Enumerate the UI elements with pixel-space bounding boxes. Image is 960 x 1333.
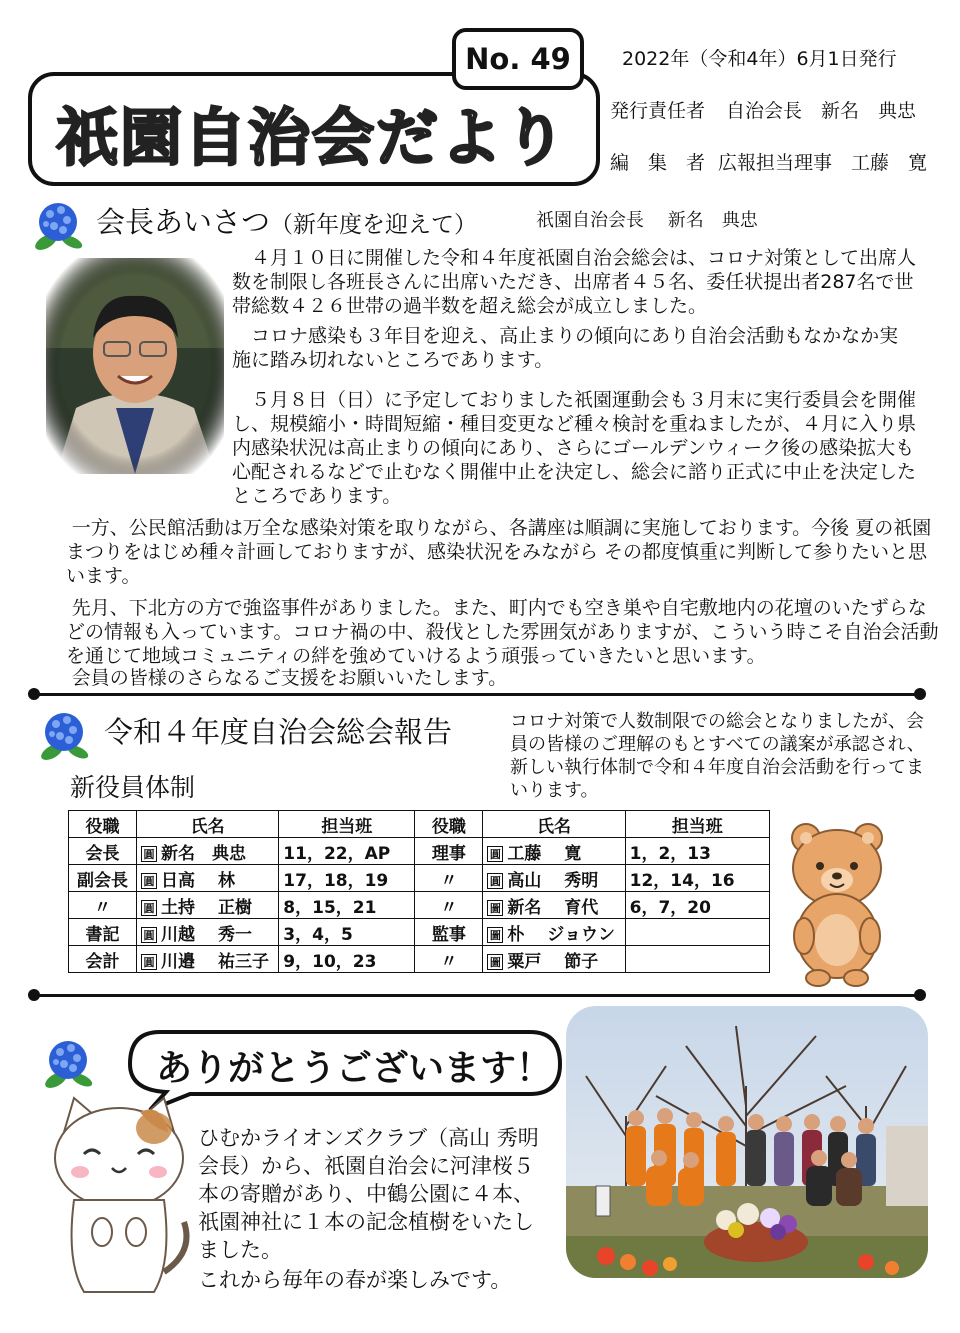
name-cell: 圓 川越 秀一	[137, 919, 279, 946]
name-cell: 圓 新名 典忠	[137, 838, 279, 865]
groups-cell: 3，4，5	[279, 919, 415, 946]
groups-cell	[625, 946, 769, 973]
table-row	[69, 865, 770, 892]
role-cell: 書記	[69, 919, 137, 946]
table-row	[69, 946, 770, 973]
groups-cell: 17，18，19	[279, 865, 415, 892]
role-cell: 監事	[415, 919, 483, 946]
greeting-paragraph-5: 先月、下北方の方で強盗事件がありました。また、町内でも空き巣や自宅敷地内の花壇のいたずらなどの情報も入っています。コロナ禍の中、殺伐とした雰囲気がありますが、こういう時こそ自治会活動を通じて地域コミュニティの絆を強めていけるよう頑張っていきたいと思います。	[66, 597, 939, 667]
greeting-paragraph-6: 会員の皆様のさらなるご支援をお願いいたします。	[71, 667, 508, 689]
bear-illustration	[782, 818, 892, 988]
column-header: 役職	[415, 811, 483, 838]
stamp-mark: 圖	[487, 927, 503, 943]
greeting-paragraph-4: 一方、公民館活動は万全な感染対策を取りながら、各講座は順調に実施しております。今後 夏の祇園まつりをはじめ種々計画しておりますが、感染状況をみながら その都度慎重に判断して参りたいと思います。	[66, 517, 932, 587]
stamp-mark: 圖	[487, 954, 503, 970]
groups-cell: 11，22，AP	[279, 838, 415, 865]
cat-illustration	[44, 1092, 194, 1308]
name-cell: 圓 土持 正樹	[137, 892, 279, 919]
stamp-mark: 圖	[487, 900, 503, 916]
name-cell: 圓 日高 林	[137, 865, 279, 892]
greeting-author: 祇園自治会長 新名 典忠	[536, 210, 758, 231]
chairman-photo	[46, 258, 224, 474]
name-cell: 圖 朴 ジョウン	[483, 919, 625, 946]
role-cell: 会計	[69, 946, 137, 973]
groups-cell: 1，2，13	[625, 838, 769, 865]
name-cell: 圖 粟戸 節子	[483, 946, 625, 973]
name-cell: 圓 川邉 祐三子	[137, 946, 279, 973]
greeting-paragraph-2: コロナ感染も３年目を迎え、高止まりの傾向にあり自治会活動もなかなか実施に踏み切れないところであります。	[232, 325, 899, 371]
role-cell: 〃	[69, 892, 137, 919]
issue-number: No. 49	[452, 28, 584, 90]
table-row	[69, 919, 770, 946]
greeting-paragraph-3: ５月８日（日）に予定しておりました祇園運動会も３月末に実行委員会を開催し、規模縮小・時間短縮・種目変更など種々検討を重ねましたが、４月に入り県内感染状況は高止まりの傾向にあり、さらにゴールデンウィーク後の感染拡大も心配されるなどで止むなく開催中止を決定し、総会に諮り正式に中止を決定したところであります。	[232, 389, 917, 507]
report-title: 令和４年度自治会総会報告	[104, 715, 453, 749]
column-header: 役職	[69, 811, 137, 838]
hydrangea-icon	[40, 1034, 96, 1090]
greeting-title: 会長あいさつ（新年度を迎えて）	[96, 205, 478, 239]
table-header-row	[69, 811, 770, 838]
thanks-heading: ありがとうございます！	[156, 1048, 553, 1089]
role-cell: 理事	[415, 838, 483, 865]
column-header: 氏名	[483, 811, 625, 838]
table-row	[69, 838, 770, 865]
stamp-mark: 圓	[141, 873, 157, 889]
hydrangea-icon	[36, 706, 92, 762]
name-cell: 圓 高山 秀明	[483, 865, 625, 892]
tree-planting-photo	[566, 1006, 928, 1278]
column-header: 担当班	[625, 811, 769, 838]
publisher-name: 自治会長 新名 典忠	[726, 100, 917, 122]
thanks-closing: これから毎年の春が楽しみです。	[198, 1268, 512, 1292]
officer-roster-table	[68, 810, 770, 973]
table-row	[69, 892, 770, 919]
column-header: 氏名	[137, 811, 279, 838]
roster-title: 新役員体制	[70, 773, 196, 802]
stamp-mark: 圓	[141, 954, 157, 970]
role-cell: 副会長	[69, 865, 137, 892]
groups-cell: 6，7，20	[625, 892, 769, 919]
stamp-mark: 圓	[487, 873, 503, 889]
stamp-mark: 圓	[141, 846, 157, 862]
editor-label: 編 集 者	[610, 152, 706, 174]
stamp-mark: 圓	[141, 927, 157, 943]
newsletter-title: 祇園自治会だより	[56, 101, 569, 174]
groups-cell: 9，10，23	[279, 946, 415, 973]
groups-cell	[625, 919, 769, 946]
report-summary: コロナ対策で人数制限での総会となりましたが、会員の皆様のご理解のもとすべての議案が承認され、新しい執行体制で令和４年度自治会活動を行ってまいります。	[510, 711, 925, 801]
column-header: 担当班	[279, 811, 415, 838]
name-cell: 圖 新名 育代	[483, 892, 625, 919]
role-cell: 〃	[415, 865, 483, 892]
thanks-body: ひむかライオンズクラブ（高山 秀明 会長）から、祇園自治会に河津桜５本の寄贈があり、中鶴公園に４本、祇園神社に１本の記念植樹をいたしました。	[198, 1126, 539, 1262]
stamp-mark: 圓	[141, 900, 157, 916]
role-cell: 〃	[415, 946, 483, 973]
hydrangea-icon	[30, 196, 86, 252]
name-cell: 圓 工藤 寛	[483, 838, 625, 865]
groups-cell: 12，14，16	[625, 865, 769, 892]
role-cell: 会長	[69, 838, 137, 865]
greeting-paragraph-1: ４月１０日に開催した令和４年度祇園自治会総会は、コロナ対策として出席人数を制限し各班長さんに出席いただき、出席者４５名、委任状提出者287名で世帯総数４２６世帯の過半数を超え総会が成立しました。	[232, 247, 917, 317]
editor-name: 広報担当理事 工藤 寛	[718, 152, 928, 174]
publisher-label: 発行責任者	[610, 100, 706, 122]
section-divider	[32, 693, 922, 696]
section-divider	[32, 994, 922, 997]
issue-date: 2022年（令和4年）6月1日発行	[622, 48, 897, 70]
stamp-mark: 圓	[487, 846, 503, 862]
role-cell: 〃	[415, 892, 483, 919]
groups-cell: 8，15，21	[279, 892, 415, 919]
